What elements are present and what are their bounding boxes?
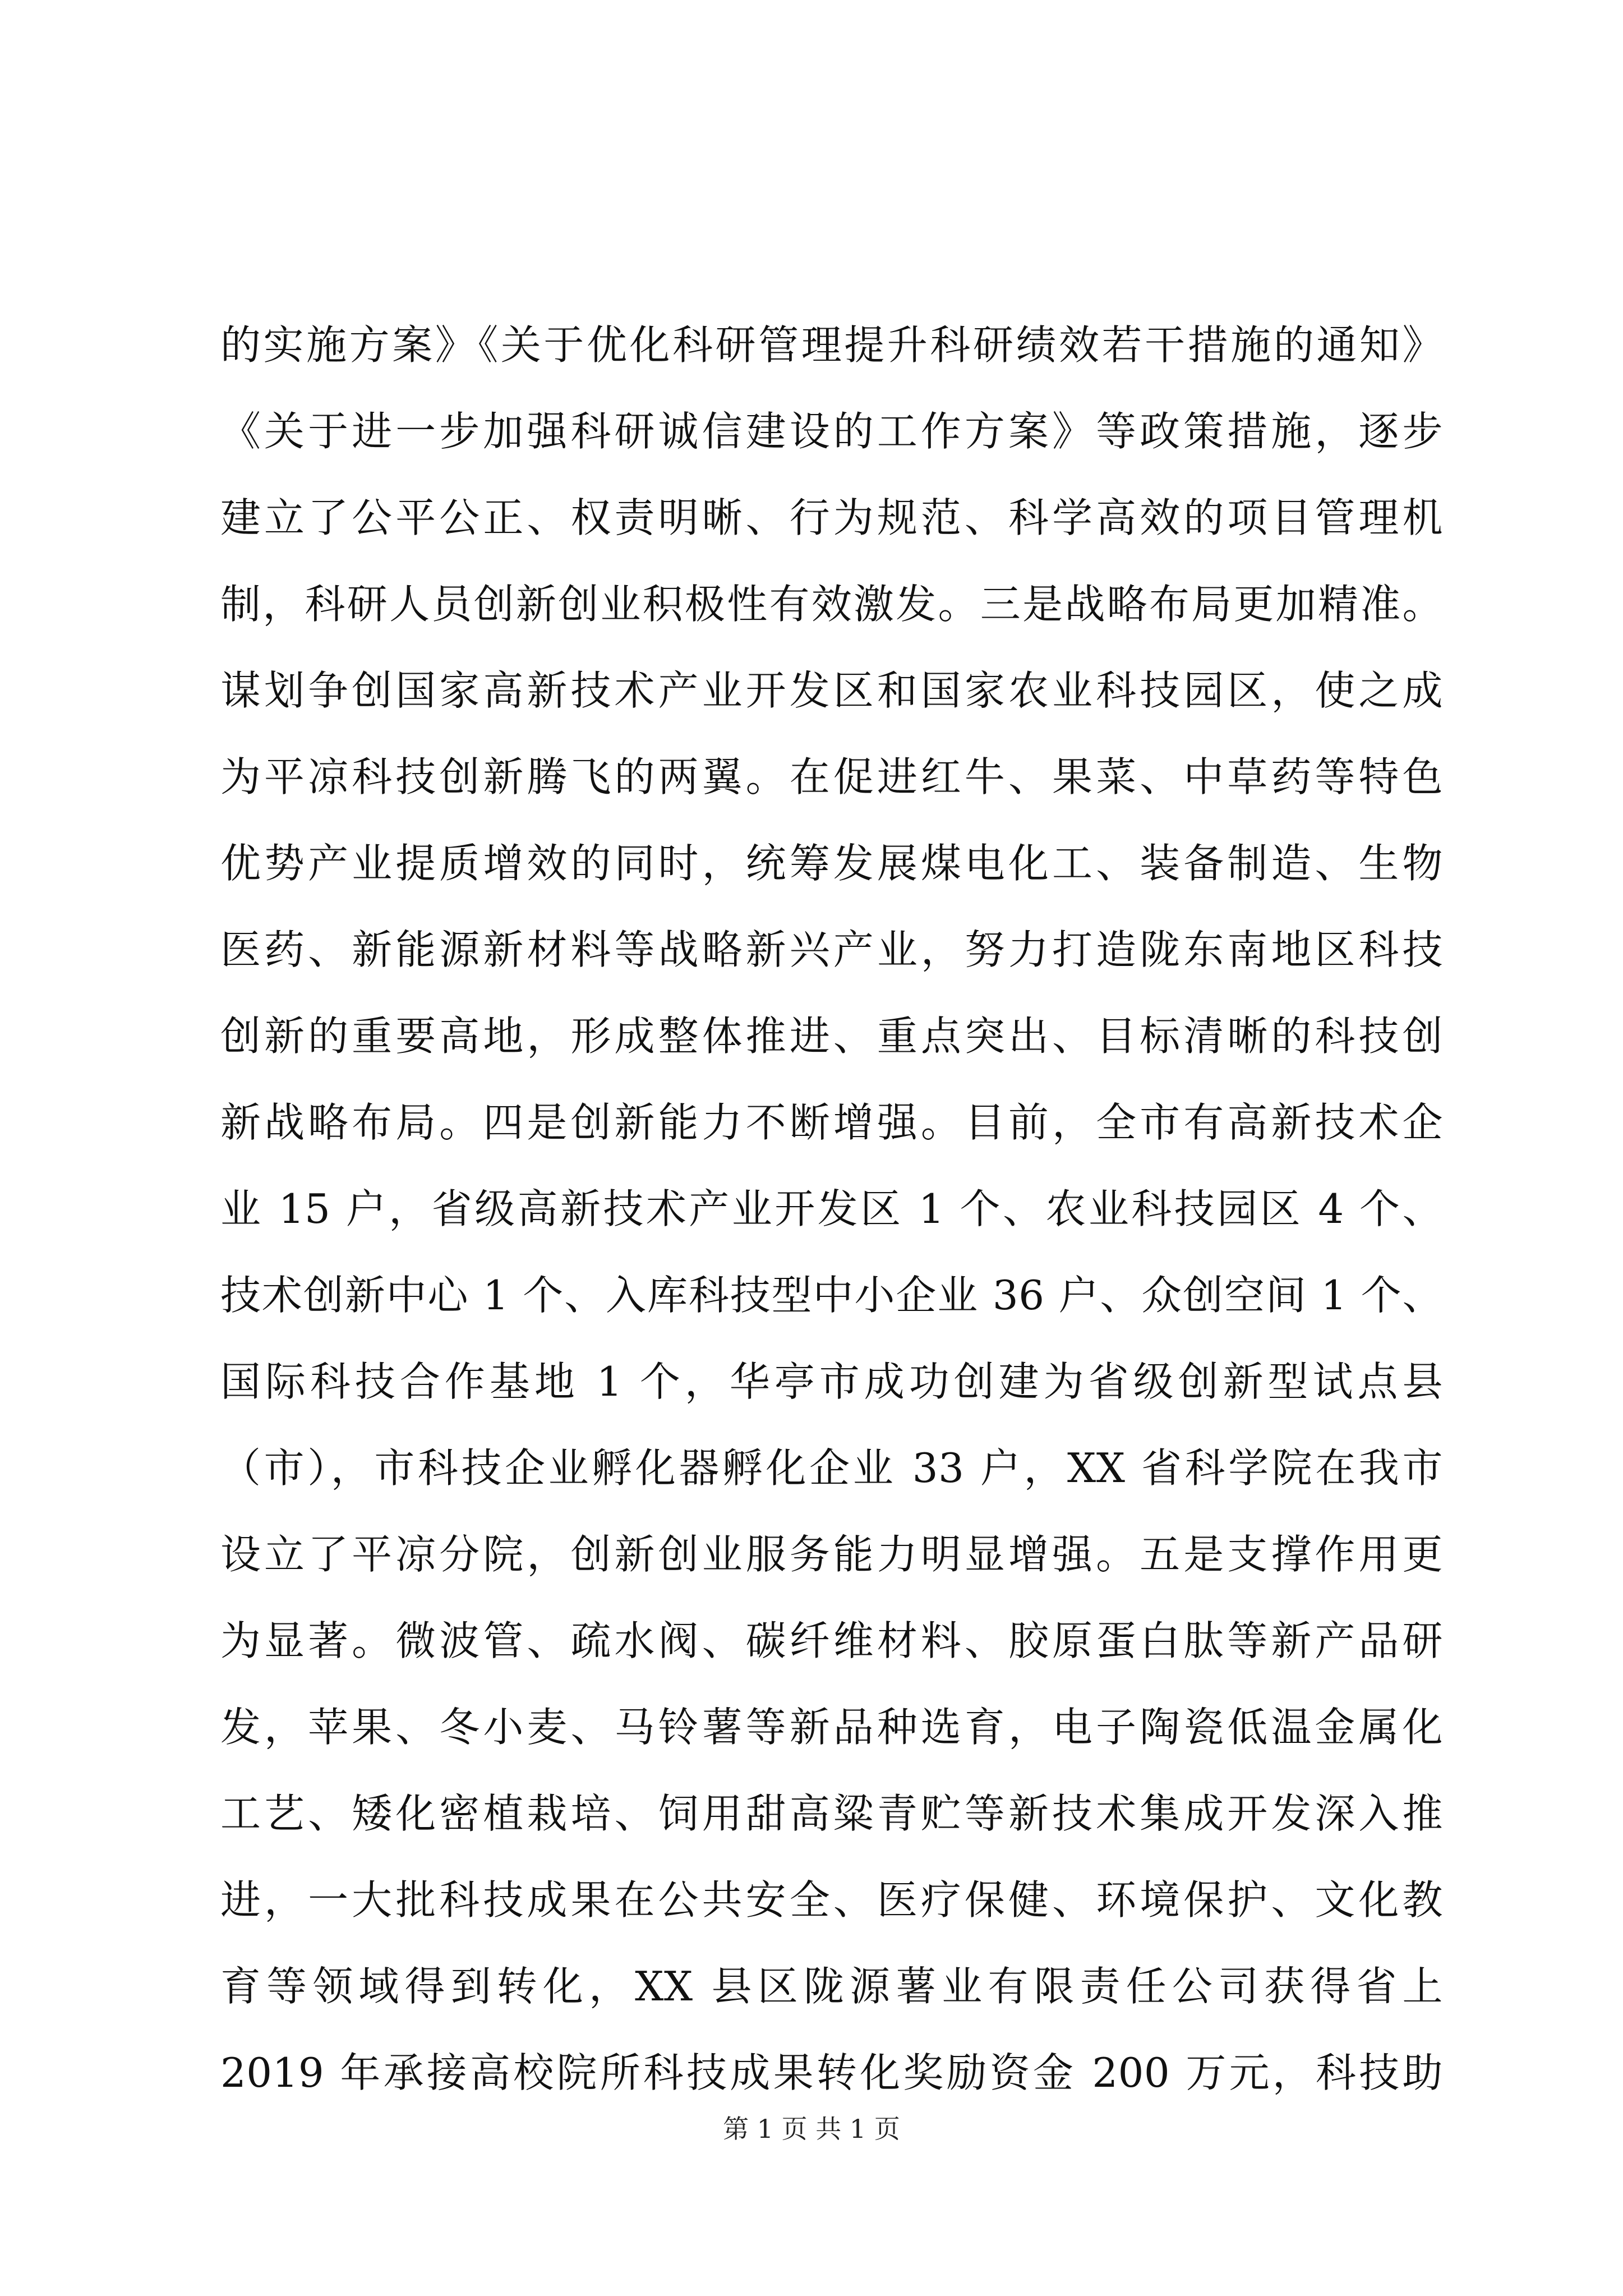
text-line-6: 为平凉科技创新腾飞的两翼。在促进红牛、果菜、中草药等特色: [220, 753, 1443, 800]
text-line-20: 育等领域得到转化，XX 县区陇源薯业有限责任公司获得省上: [220, 1963, 1443, 2010]
text-line-18: 工艺、矮化密植栽培、饲用甜高粱青贮等新技术集成开发深入推: [220, 1790, 1443, 1837]
text-line-5: 谋划争创国家高新技术产业开发区和国家农业科技园区，使之成: [220, 667, 1443, 714]
text-line-3: 建立了公平公正、权责明晰、行为规范、科学高效的项目管理机: [220, 494, 1443, 541]
text-line-7: 优势产业提质增效的同时，统筹发展煤电化工、装备制造、生物: [220, 840, 1443, 887]
text-line-19: 进，一大批科技成果在公共安全、医疗保健、环境保护、文化教: [220, 1876, 1443, 1924]
text-line-13: 国际科技合作基地 1 个，华亭市成功创建为省级创新型试点县: [220, 1358, 1443, 1405]
text-line-4: 制，科研人员创新创业积极性有效激发。三是战略布局更加精准。: [220, 581, 1443, 628]
text-line-1: 的实施方案》《关于优化科研管理提升科研绩效若干措施的通知》: [220, 321, 1443, 369]
text-line-21: 2019 年承接高校院所科技成果转化奖励资金 200 万元，科技助: [220, 2049, 1443, 2096]
text-line-14: （市），市科技企业孵化器孵化企业 33 户，XX 省科学院在我市: [220, 1444, 1443, 1492]
text-line-10: 新战略布局。四是创新能力不断增强。目前，全市有高新技术企: [220, 1099, 1443, 1146]
text-line-8: 医药、新能源新材料等战略新兴产业，努力打造陇东南地区科技: [220, 926, 1443, 973]
text-line-15: 设立了平凉分院，创新创业服务能力明显增强。五是支撑作用更: [220, 1531, 1443, 1578]
text-line-12: 技术创新中心 1 个、入库科技型中小企业 36 户、众创空间 1 个、: [220, 1272, 1443, 1319]
page-footer: 第 1 页 共 1 页: [723, 2114, 900, 2144]
text-line-17: 发，苹果、冬小麦、马铃薯等新品种选育，电子陶瓷低温金属化: [220, 1704, 1443, 1751]
text-line-9: 创新的重要高地，形成整体推进、重点突出、目标清晰的科技创: [220, 1013, 1443, 1060]
body-text: [220, 302, 1443, 2116]
text-line-16: 为显著。微波管、疏水阀、碳纤维材料、胶原蛋白肽等新产品研: [220, 1617, 1443, 1664]
text-line-11: 业 15 户，省级高新技术产业开发区 1 个、农业科技园区 4 个、: [220, 1185, 1443, 1232]
text-line-2: 《关于进一步加强科研诚信建设的工作方案》等政策措施，逐步: [220, 408, 1443, 455]
